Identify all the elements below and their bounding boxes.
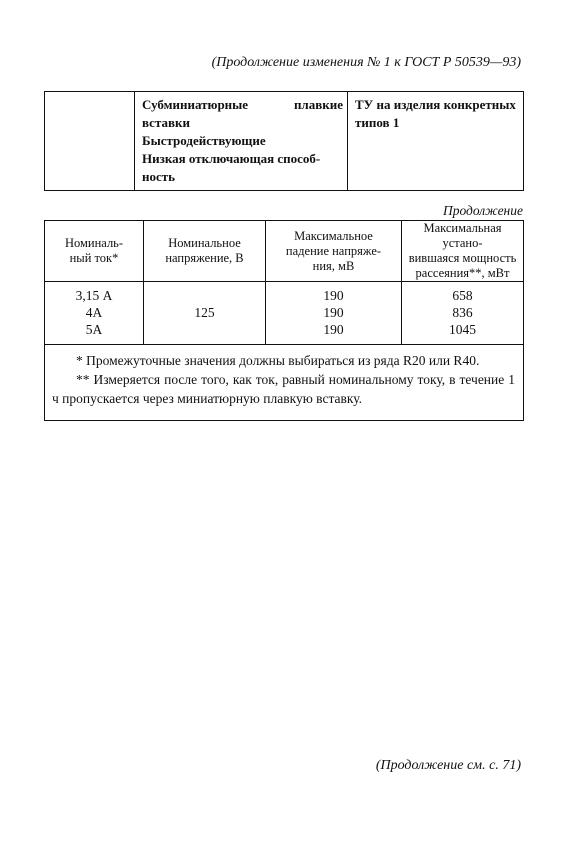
power-dissipation-column — [402, 282, 524, 345]
description-line-1 — [142, 96, 343, 114]
rated-current-column — [45, 282, 144, 345]
description-line-3: Быстродействующие — [142, 133, 266, 148]
description-line-2: вставки — [142, 115, 190, 130]
table-cell: 190 — [323, 288, 344, 303]
page-header: (Продолжение изменения № 1 к ГОСТ Р 50539—93) — [211, 55, 521, 70]
header-voltage-drop: Максимальное падение напряже- ния, мВ — [266, 221, 402, 282]
rated-voltage-column — [144, 282, 266, 345]
fuse-description-cell — [135, 92, 348, 191]
description-word-1: Субминиатюрные — [142, 97, 249, 112]
table-cell: 3,15 А — [75, 288, 113, 303]
ratings-table — [44, 220, 524, 421]
table-cell: 190 — [323, 305, 344, 320]
header-rated-current: Номиналь- ный ток* — [45, 221, 144, 282]
table-cell: 658 — [452, 288, 473, 303]
table-data-row — [45, 282, 524, 345]
table-cell: 5А — [85, 322, 103, 337]
description-word-2: плавкие — [293, 97, 343, 112]
table-cell — [146, 287, 263, 304]
page-footer: (Продолжение см. с. 71) — [375, 758, 521, 773]
table-cell: 836 — [452, 305, 473, 320]
footnote-1: * Промежуточные значения должны выбираться из ряда R20 или R40. — [76, 353, 480, 368]
continuation-label: Продолжение — [442, 203, 523, 218]
header-power-dissipation: Максимальная устано- вившаяся мощность рассеяния**, мВт — [402, 221, 524, 282]
footnote-2: ** Измеряется после того, как ток, равный номинальному току, в течение 1 ч пропускается через миниатюрную плавкую вставку. — [52, 372, 515, 406]
voltage-drop-column — [266, 282, 402, 345]
table-cell: 4А — [85, 305, 103, 320]
header-rated-voltage: Номинальное напряжение, В — [144, 221, 266, 282]
table-cell: 190 — [323, 322, 344, 337]
spec-line-2: типов 1 — [355, 115, 400, 130]
table-header-row — [45, 221, 524, 282]
spec-line-1: ТУ на изделия конкретных — [355, 97, 516, 112]
description-line-4: Низкая отключающая способ- — [142, 151, 321, 166]
spec-reference-cell — [348, 92, 524, 191]
table-notes — [45, 345, 524, 421]
table-notes-row — [45, 345, 524, 421]
table-cell: 1045 — [449, 322, 476, 337]
description-line-5: ность — [142, 169, 176, 184]
fuse-type-table — [44, 91, 524, 191]
table-cell: 125 — [194, 305, 215, 320]
table-cell — [146, 321, 263, 338]
empty-cell — [45, 92, 135, 191]
